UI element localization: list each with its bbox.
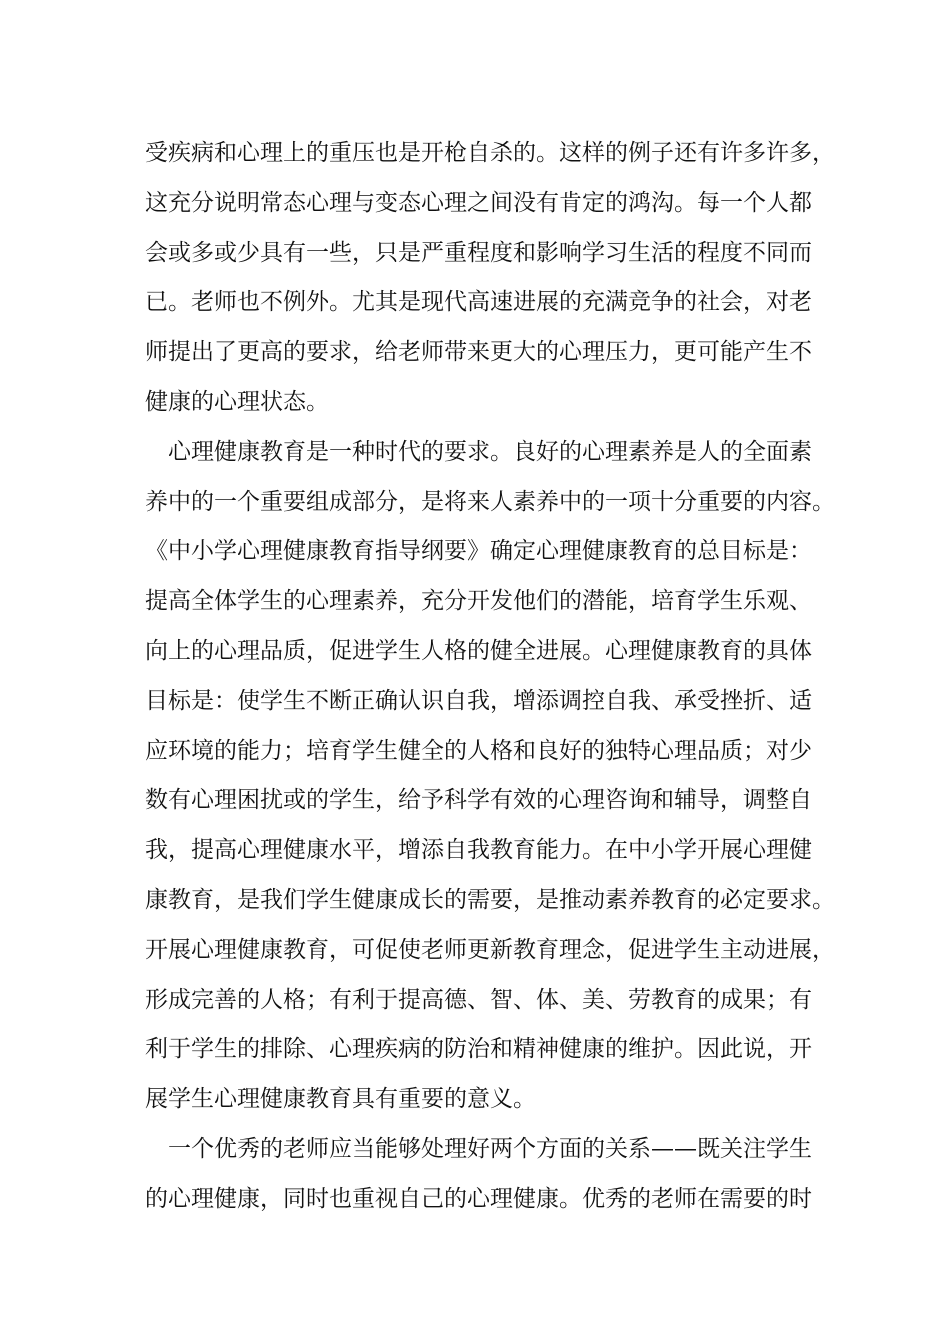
text-line: 已。老师也不例外。尤其是现代高速进展的充满竞争的社会，对老 — [145, 289, 812, 316]
text-line: 康教育，是我们学生健康成长的需要，是推动素养教育的必定要求。 — [145, 886, 835, 913]
text-line: 开展心理健康教育，可促使老师更新教育理念，促进学生主动进展， — [145, 936, 835, 963]
text-line: 这充分说明常态心理与变态心理之间没有肯定的鸿沟。每一个人都 — [145, 189, 812, 216]
body-text — [145, 129, 835, 1225]
text-line: 数有心理困扰或的学生，给予科学有效的心理咨询和辅导，调整自 — [145, 787, 812, 814]
text-line: 的心理健康，同时也重视自己的心理健康。优秀的老师在需要的时 — [145, 1185, 812, 1212]
text-line: 《中小学心理健康教育指导纲要》确定心理健康教育的总目标是： — [145, 538, 812, 565]
text-line: 养中的一个重要组成部分，是将来人素养中的一项十分重要的内容。 — [145, 488, 835, 515]
text-line: 目标是：使学生不断正确认识自我，增添调控自我、承受挫折、适 — [145, 687, 812, 714]
text-line: 师提出了更高的要求，给老师带来更大的心理压力，更可能产生不 — [145, 339, 812, 366]
text-line: 应环境的能力；培育学生健全的人格和良好的独特心理品质；对少 — [145, 737, 812, 764]
paragraph-first-line: 一个优秀的老师应当能够处理好两个方面的关系——既关注学生 — [168, 1135, 812, 1162]
text-line: 向上的心理品质，促进学生人格的健全进展。心理健康教育的具体 — [145, 637, 812, 664]
text-line: 形成完善的人格；有利于提高德、智、体、美、劳教育的成果；有 — [145, 986, 812, 1013]
text-line: 提高全体学生的心理素养，充分开发他们的潜能，培育学生乐观、 — [145, 588, 812, 615]
text-line: 受疾病和心理上的重压也是开枪自杀的。这样的例子还有许多许多， — [145, 140, 835, 166]
text-line: 会或多或少具有一些，只是严重程度和影响学习生活的程度不同而 — [145, 239, 812, 266]
text-line: 利于学生的排除、心理疾病的防治和精神健康的维护。因此说，开 — [145, 1036, 812, 1063]
text-line: 我，提高心理健康水平，增添自我教育能力。在中小学开展心理健 — [145, 837, 812, 864]
text-line: 健康的心理状态。 — [145, 388, 329, 415]
paragraph-first-line: 心理健康教育是一种时代的要求。良好的心理素养是人的全面素 — [168, 438, 812, 465]
text-line: 展学生心理健康教育具有重要的意义。 — [145, 1086, 536, 1113]
